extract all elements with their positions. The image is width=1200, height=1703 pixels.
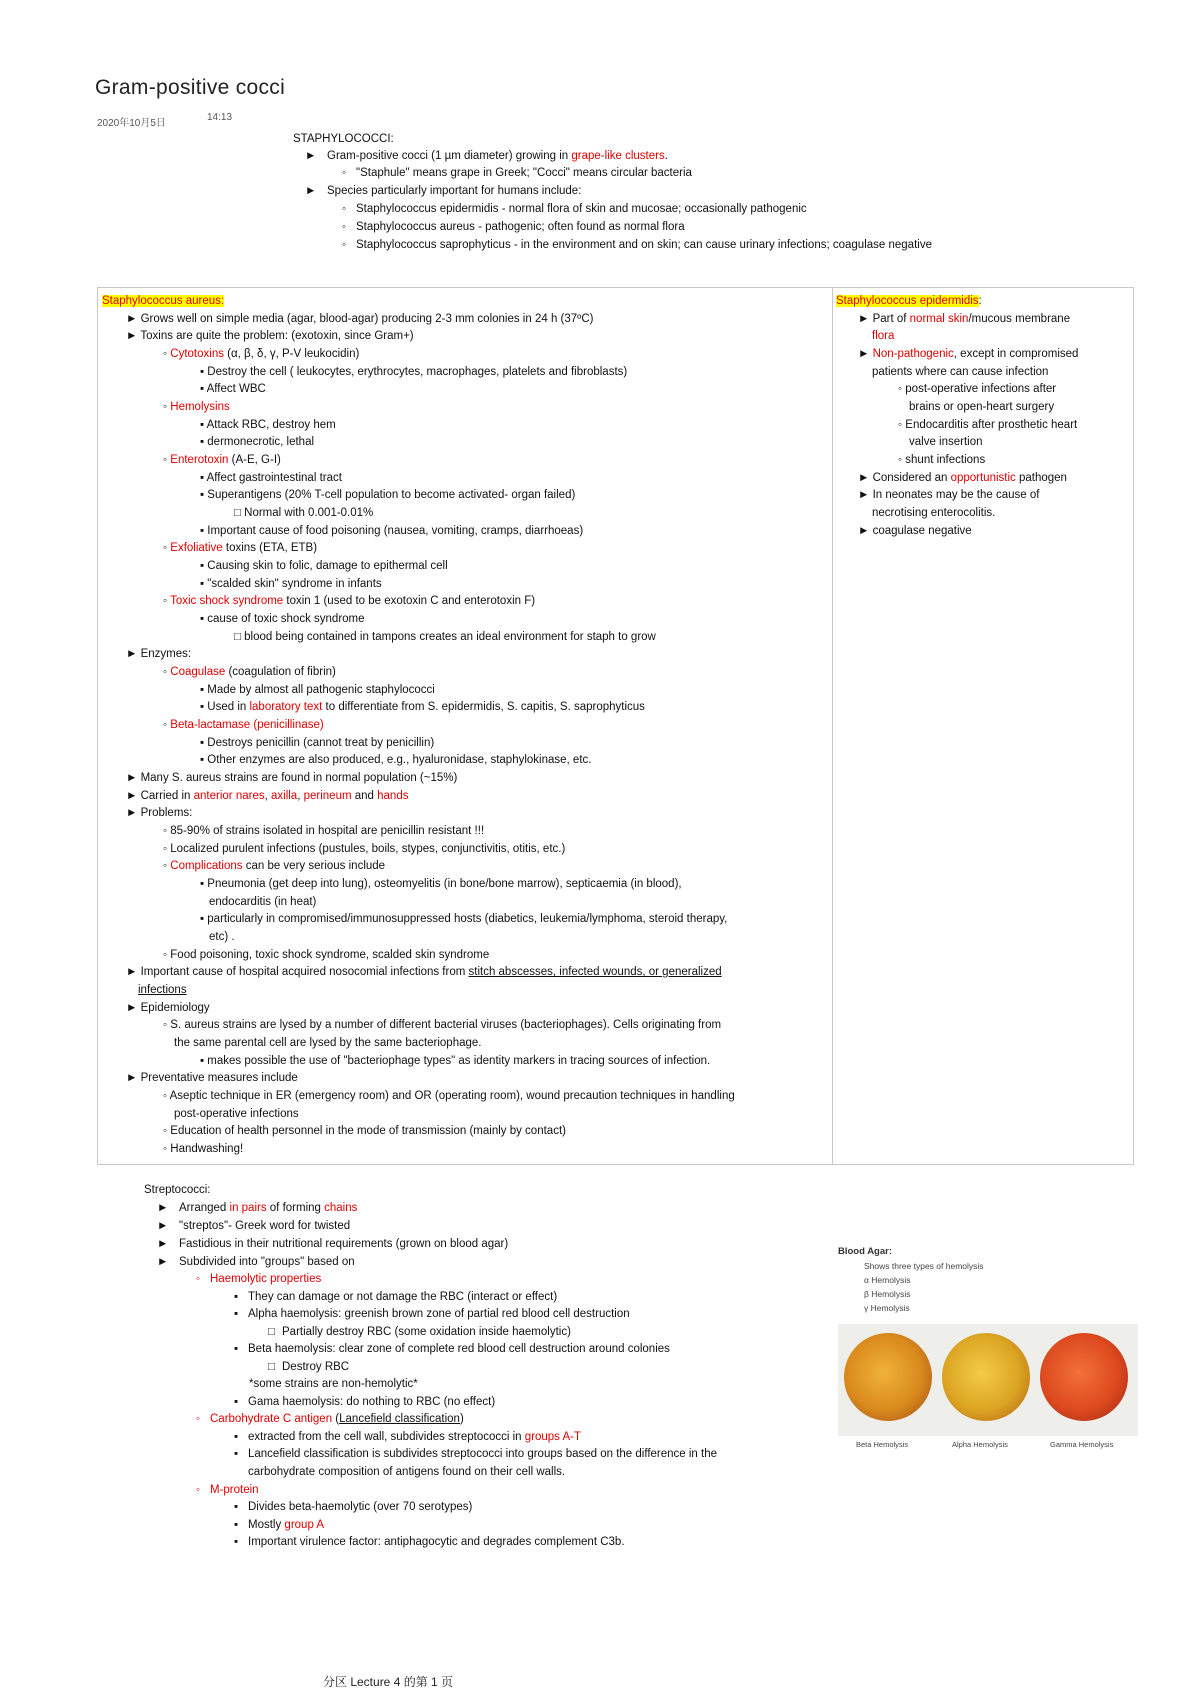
list-item: ► "streptos"- Greek word for twisted [157,1220,351,1232]
list-item: ◦ Handwashing! [163,1143,244,1155]
list-item: ▪ Beta haemolysis: clear zone of complete red blood cell destruction around colonies [234,1343,670,1355]
figure-item: β Hemolysis [864,1289,911,1299]
list-item: ► In neonates may be the cause of [858,489,1040,501]
beta-plate [844,1333,932,1421]
list-item: ◦ Staphylococcus epidermidis - normal flora of skin and mucosae; occasionally pathogenic [342,203,807,215]
list-item: ► Part of normal skin/mucous membrane [858,313,1071,325]
list-item: ◦ Beta-lactamase (penicillinase) [163,719,324,731]
list-item: ◦ M-protein [196,1484,259,1496]
figure-item: γ Hemolysis [864,1303,910,1313]
list-item: ► Arranged in pairs of forming chains [157,1202,358,1214]
list-item: post-operative infections [174,1108,299,1120]
epidermidis-title: Staphylococcus epidermidis [836,295,979,307]
list-item: ◦ Education of health personnel in the mode of transmission (mainly by contact) [163,1125,566,1137]
figure-title: Blood Agar: [838,1246,893,1257]
list-item: *some strains are non-hemolytic* [249,1378,418,1390]
list-item: necrotising enterocolitis. [872,507,996,519]
list-item: ► coagulase negative [858,525,972,537]
list-item: ▪ Other enzymes are also produced, e.g., hyaluronidase, staphylokinase, etc. [200,754,592,766]
list-item: ► Epidemiology [126,1002,210,1014]
list-item: ▪ Important cause of food poisoning (nausea, vomiting, cramps, diarrhoeas) [200,525,584,537]
list-item: ▪ extracted from the cell wall, subdivides streptococci in groups A-T [234,1431,582,1443]
figure-caption: Gamma Hemolysis [1050,1440,1114,1449]
list-item: ◦ Complications can be very serious include [163,860,386,872]
list-item: ▪ Causing skin to folic, damage to epithermal cell [200,560,448,572]
gamma-plate [1040,1333,1128,1421]
figure-subtitle: Shows three types of hemolysis [864,1261,984,1271]
list-item: ▪ Used in laboratory text to differentiate from S. epidermidis, S. capitis, S. saprophyticus [200,701,645,713]
list-item: ◦ shunt infections [898,454,986,466]
list-item: ▪ particularly in compromised/immunosuppressed hosts (diabetics, leukemia/lymphoma, steroid therapy, [200,913,728,925]
list-item: ► Considered an opportunistic pathogen [858,472,1067,484]
list-item: ◦ Staphylococcus saprophyticus - in the environment and on skin; can cause urinary infections; coagulase negative [342,239,932,251]
list-item: patients where can cause infection [872,366,1049,378]
list-item: ► Enzymes: [126,648,192,660]
list-item: ► Problems: [126,807,193,819]
list-item: ▪ They can damage or not damage the RBC (interact or effect) [234,1291,558,1303]
list-item: ◦ Food poisoning, toxic shock syndrome, scalded skin syndrome [163,949,490,961]
list-item: ▪ Mostly group A [234,1519,325,1531]
list-item: ▪ Destroy the cell ( leukocytes, erythrocytes, macrophages, platelets and fibroblasts) [200,366,628,378]
list-item: ▪ Gama haemolysis: do nothing to RBC (no effect) [234,1396,496,1408]
list-item: ▪ cause of toxic shock syndrome [200,613,365,625]
list-item: ◦ Toxic shock syndrome toxin 1 (used to be exotoxin C and enterotoxin F) [163,595,536,607]
page-footer: 分区 Lecture 4 的第 1 页 [323,1675,454,1689]
page-title: Gram-positive cocci [95,76,286,99]
list-item: ▪ Alpha haemolysis: greenish brown zone of partial red blood cell destruction [234,1308,630,1320]
list-item: ► Fastidious in their nutritional requirements (grown on blood agar) [157,1238,509,1250]
list-item: ◦ Endocarditis after prosthetic heart [898,419,1078,431]
list-item: ► Preventative measures include [126,1072,298,1084]
list-item: ► Important cause of hospital acquired nosocomial infections from stitch abscesses, infected wounds, or generalized [126,966,722,978]
list-item: ▪ Affect gastrointestinal tract [200,472,342,484]
list-item: ► Many S. aureus strains are found in normal population (~15%) [126,772,458,784]
list-item: ▪ Attack RBC, destroy hem [200,419,336,431]
list-item: ► Species particularly important for humans include: [305,185,582,197]
list-item: ◦ post-operative infections after [898,383,1057,395]
list-item: brains or open-heart surgery [909,401,1055,413]
aureus-title: Staphylococcus aureus: [102,295,225,307]
list-item: ► Toxins are quite the problem: (exotoxin, since Gram+) [126,330,414,342]
list-item: ▪ Made by almost all pathogenic staphylococci [200,684,435,696]
list-item: ▪ "scalded skin" syndrome in infants [200,578,382,590]
list-item: ◦ Hemolysins [163,401,230,413]
staph-heading: STAPHYLOCOCCI: [293,133,394,145]
list-item: ◦ Coagulase (coagulation of fibrin) [163,666,336,678]
list-item: ► Gram-positive cocci (1 µm diameter) growing in grape-like clusters. [305,150,668,162]
list-item: □ Partially destroy RBC (some oxidation inside haemolytic) [268,1326,571,1338]
list-item: endocarditis (in heat) [209,896,317,908]
figure-item: α Hemolysis [864,1275,911,1285]
list-item: ▪ Pneumonia (get deep into lung), osteomyelitis (in bone/bone marrow), septicaemia (in blood), [200,878,682,890]
figure-caption: Alpha Hemolysis [952,1440,1008,1449]
list-item: flora [872,330,895,342]
list-item: ► Carried in anterior nares, axilla, perineum and hands [126,790,409,802]
list-item: ◦ Haemolytic properties [196,1273,322,1285]
list-item: □ blood being contained in tampons creates an ideal environment for staph to grow [234,631,656,643]
list-item: ◦ 85-90% of strains isolated in hospital are penicillin resistant !!! [163,825,485,837]
list-item: ◦ Carbohydrate C antigen (Lancefield classification) [196,1413,464,1425]
list-item: valve insertion [909,436,983,448]
list-item: ▪ Important virulence factor: antiphagocytic and degrades complement C3b. [234,1536,625,1548]
list-item: infections [138,984,187,996]
page-time: 14:13 [207,112,233,123]
list-item: ◦ S. aureus strains are lysed by a number of different bacterial viruses (bacteriophages). Cells originating from [163,1019,722,1031]
list-item: ► Grows well on simple media (agar, blood-agar) producing 2-3 mm colonies in 24 h (37ºC) [126,313,594,325]
list-item: ► Non-pathogenic, except in compromised [858,348,1079,360]
list-item: ◦ Aseptic technique in ER (emergency room) and OR (operating room), wound precaution techniques in handling [163,1090,735,1102]
list-item: ◦ Exfoliative toxins (ETA, ETB) [163,542,318,554]
list-item: ◦ Localized purulent infections (pustules, boils, stypes, conjunctivitis, otitis, etc.) [163,843,566,855]
list-item: ▪ Lancefield classification is subdivides streptococci into groups based on the difference in the [234,1448,718,1460]
list-item: the same parental cell are lysed by the same bacteriophage. [174,1037,482,1049]
table-divider [832,287,833,1164]
list-item: ▪ Superantigens (20% T-cell population to become activated- organ failed) [200,489,576,501]
alpha-plate [942,1333,1030,1421]
list-item: □ Destroy RBC [268,1361,350,1373]
list-item: carbohydrate composition of antigens found on their cell walls. [248,1466,566,1478]
list-item: etc) . [209,931,235,943]
page-date: 2020年10月5日 [97,118,166,129]
blood-agar-figure [838,1246,1138,1451]
list-item: ▪ Divides beta-haemolytic (over 70 serotypes) [234,1501,473,1513]
list-item: ▪ makes possible the use of "bacteriophage types" as identity markers in tracing sources of infection. [200,1055,711,1067]
list-item: ► Subdivided into "groups" based on [157,1256,355,1268]
list-item: ◦ "Staphule" means grape in Greek; "Cocci" means circular bacteria [342,167,692,179]
plates-photo [838,1324,1138,1436]
figure-caption: Beta Hemolysis [856,1440,909,1449]
list-item: ▪ Destroys penicillin (cannot treat by penicillin) [200,737,435,749]
list-item: ▪ dermonecrotic, lethal [200,436,315,448]
list-item: ◦ Enterotoxin (A-E, G-I) [163,454,281,466]
list-item: ◦ Staphylococcus aureus - pathogenic; often found as normal flora [342,221,685,233]
list-item: □ Normal with 0.001-0.01% [234,507,374,519]
list-item: ◦ Cytotoxins (α, β, δ, γ, P-V leukocidin) [163,348,360,360]
list-item: ▪ Affect WBC [200,383,266,395]
strep-heading: Streptococci: [144,1184,211,1196]
